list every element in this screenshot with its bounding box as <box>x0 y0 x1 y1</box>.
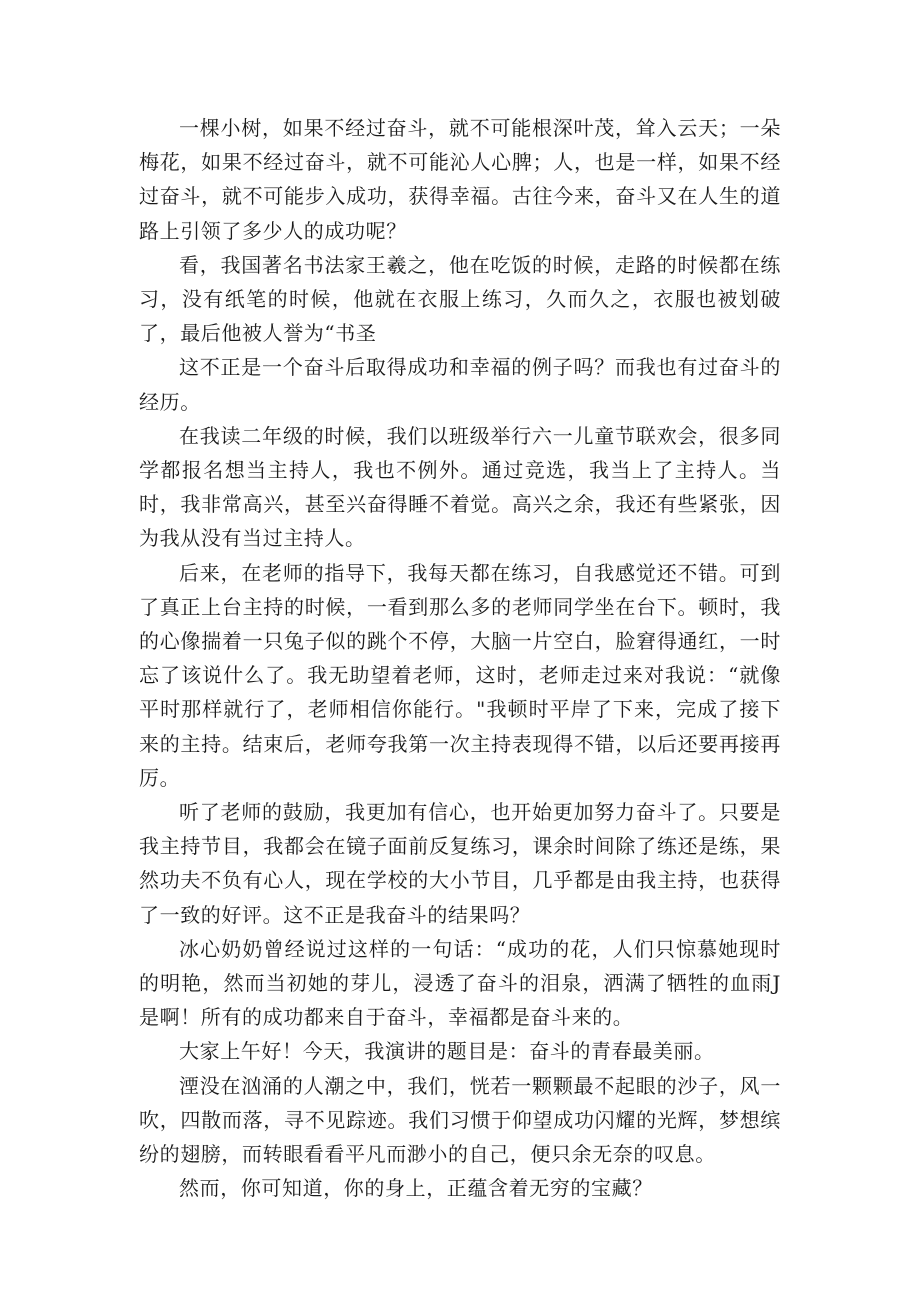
paragraph-4: 在我读二年级的时候，我们以班级举行六一儿童节联欢会，很多同学都报名想当主持人，我也不例外。通过竞选，我当上了主持人。当时，我非常高兴，甚至兴奋得睡不着觉。高兴之余，我还有些紧张，因为我从没有当过主持人。 <box>139 423 781 551</box>
paragraph-5: 后来，在老师的指导下，我每天都在练习，自我感觉还不错。可到了真正上台主持的时候，一看到那么多的老师同学坐在台下。顿时，我的心像揣着一只兔子似的跳个不停，大脑一片空白，脸窘得通红，一时忘了该说什么了。我无助望着老师，这时，老师走过来对我说：“就像平时那样就行了，老师相信你能行。"我顿时平岸了下来，完成了接下来的主持。结束后，老师夸我第一次主持表现得不错，以后还要再接再厉。 <box>139 560 781 790</box>
paragraph-8: 大家上午好！今天，我演讲的题目是：奋斗的青春最美丽。 <box>179 1039 715 1064</box>
paragraph-3: 这不正是一个奋斗后取得成功和幸福的例子吗？而我也有过奋斗的经历。 <box>139 355 781 414</box>
document-body <box>139 111 781 1206</box>
paragraph-7: 冰心奶奶曾经说过这样的一句话：“成功的花，人们只惊慕她现时的明艳，然而当初她的芽儿，浸透了奋斗的泪泉，洒满了牺牲的血雨J是啊！所有的成功都来自于奋斗，幸福都是奋斗来的。 <box>139 936 781 1030</box>
paragraph-2: 看，我国著名书法家王羲之，他在吃饭的时候，走路的时候都在练习，没有纸笔的时候，他就在衣服上练习，久而久之，衣服也被划破了，最后他被人誉为“书圣 <box>139 252 781 346</box>
paragraph-6: 听了老师的鼓励，我更加有信心，也开始更加努力奋斗了。只要是我主持节目，我都会在镜子面前反复练习，课余时间除了练还是练，果然功夫不负有心人，现在学校的大小节目，几乎都是由我主持，也获得了一致的好评。这不正是我奋斗的结果吗？ <box>139 800 781 927</box>
paragraph-1: 一棵小树，如果不经过奋斗，就不可能根深叶茂，耸入云天；一朵梅花，如果不经过奋斗，就不可能沁人心脾；人，也是一样，如果不经过奋斗，就不可能步入成功，获得幸福。古往今来，奋斗又在人生的道路上引领了多少人的成功呢？ <box>139 116 781 243</box>
paragraph-10: 然而，你可知道，你的身上，正蕴含着无穷的宝藏？ <box>179 1176 653 1201</box>
paragraph-9: 湮没在汹涌的人潮之中，我们，恍若一颗颗最不起眼的沙子，风一吹，四散而落，寻不见踪迹。我们习惯于仰望成功闪耀的光辉，梦想缤纷的翅膀，而转眼看看平凡而渺小的自己，便只余无奈的叹息。 <box>139 1073 781 1167</box>
